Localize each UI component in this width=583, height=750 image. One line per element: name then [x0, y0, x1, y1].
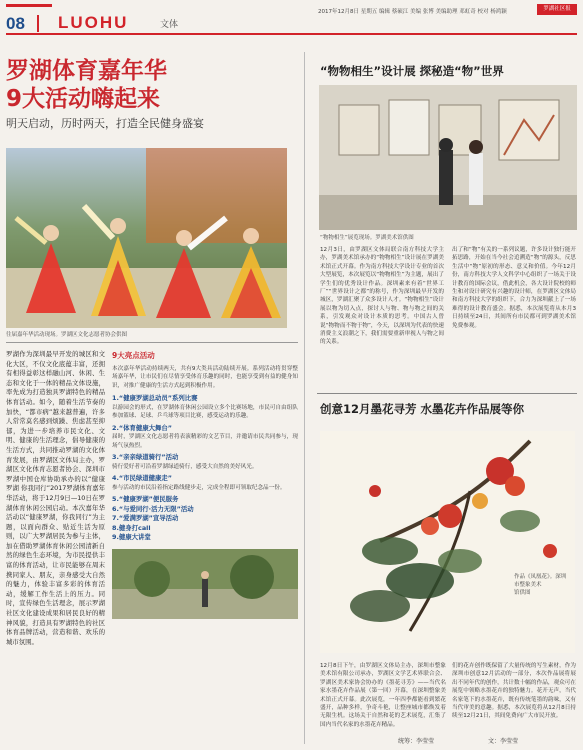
activity-list	[112, 394, 298, 543]
outdoor-photo-illustration	[112, 549, 298, 619]
activity-title: 2.“体育健康大舞台”	[112, 423, 173, 432]
header-rule	[6, 33, 577, 35]
painting-caption	[514, 573, 574, 597]
activity-item	[112, 424, 298, 450]
activity-title: 8.健身打call	[112, 523, 151, 532]
outdoor-photo	[112, 549, 298, 619]
ink-article-col1: 12月8日下午，由罗湖区文体局主办，深圳市整象美术馆有限公司承办，罗湖区文学艺术界联合会、罗湖区美术家协会协办的《墨花寻芳》——当代名家水墨花卉作品展（第一回）开幕，在深圳整象美术馆正式开幕。此次展览，一年四季都能看到繁花盛开，品种多样，争奇斗艳，让整座城市都焕发着无限生机。这场关于自然和花的艺术展览，汇集了国内当代名家的水墨花卉精品。	[320, 663, 446, 728]
footer-credit-1: 统筹：李莹莹	[398, 738, 435, 745]
main-headline	[6, 57, 167, 113]
ink-painting-photo	[320, 431, 575, 653]
right-separator	[317, 393, 577, 394]
activity-title: 3.“亲亲绿道骑行”活动	[112, 453, 179, 462]
dance-photo-caption: 往届嘉年华活动现场。罗湖区文化志愿者协会供图	[6, 332, 128, 338]
ink-article-col2: 们的花卉创作既保留了大量传统的写生素材，作为深圳市创意12月活动的一部分，本次作品展将展出不同年代的创作，共计数十幅的作品，观众可在展览中领略水墨花卉的独特魅力。花开无声，当代名家笔下的水墨花卉，既有传统笔墨的韵味，又有当代审美的意趣。据悉，本次展览将从12月8日持续至12月21日，其间免费向广大市民开放。	[452, 663, 576, 720]
ink-flower-title: 创意12月墨花寻芳 水墨花卉作品展等你	[320, 402, 525, 416]
design-article-col1: 12月3日，由罗湖区文体局联合南方科技大学主办，罗湖美术馆承办的“物物相生”设计展在罗湖美术馆正式开幕。作为南方科技大学设计专业的首次大型展览，本次展览以“物物相生”为主题，展出了学生们的优秀设计作品。深圳素来有着“世界工厂”“世界设计之都”的称号，作为深圳最早开发的城区，罗湖汇聚了众多设计人才。“物物相生”设计展以物为切入点，探讨人与物、物与物之间的关系，引发观众对设计本质的思考。中国古人曾说“物物而不物于物”，今天，以深圳为代表的快速消费主义浪潮之下，我们需要重新审视人与物之间的关系。	[320, 247, 444, 346]
header-accent-bar	[6, 4, 52, 7]
activity-item	[112, 453, 298, 471]
activity-title: 6.“与爱同行·活力无限”活动	[112, 504, 194, 513]
activity-desc: 骑行爱好者可沿着罗湖绿道骑行，感受大自然的美好风光。	[112, 463, 258, 470]
activity-title: 9.健康大讲堂	[112, 533, 151, 542]
page-number: 08	[6, 14, 25, 33]
exhibition-photo-caption: “物物相生”展览现场。罗湖美术馆供图	[320, 235, 414, 241]
activity-desc: 以游园会的形式，在罗湖体育休闲公园设立多个比赛场地，市民可自由组队参加篮球、足球、乒乓球等项目比赛，感受运动的乐趣。	[112, 404, 298, 420]
activity-desc: 参与活动的市民沿着指定路线健步走，完成全程即可领取纪念品一份。	[112, 484, 286, 491]
ink-painting-illustration	[320, 431, 575, 653]
activities-heading: 9大亮点活动	[112, 351, 155, 360]
headline-line-1: 罗湖体育嘉年华	[6, 58, 167, 84]
exhibition-photo-illustration	[319, 85, 577, 230]
design-article-col2: 出了和“物”有关的一系列议题，许多设计独行能开拓思路，开始在当今社会追溯造“物”的源头，反思生活中“物”原初的形态、意义和价值。今年12月份，南方科技大学人文科学中心组织了一场关于设计教育的国际会议，借此机会，各大设计院校的师生和对设计研究有兴趣的设计师，在罗湖区文体局和南方科技大学的组织下，合力为深圳献上了一场难得的设计教育盛会。据悉，本次展览将从本月3日持续至24日，其间所有市民都可到罗湖美术馆免费参观。	[452, 247, 576, 329]
painting-caption-line-3: 馆供图	[514, 590, 531, 596]
main-subheadline: 明天启动，历时两天，打造全民健身盛宴	[6, 117, 204, 130]
activities-intro: 本次嘉年华活动持续两天，共有9大类具活动陆续开展。系列活动将贯穿整场嘉年华，让市民们在尽情享受体育乐趣的同时，也能享受到有益的健身知识，对推广健康的生活方式起到积极作用。	[112, 366, 298, 389]
activity-desc: 届时，罗湖区文化志愿者将表演精彩的文艺节目，并邀请市民共同参与，现场气氛热烈。	[112, 434, 298, 449]
activity-title: 1.“健康罗湖总动员”系列比赛	[112, 394, 198, 403]
design-exhibition-title: “物物相生”设计展 探秘造“物”世界	[320, 64, 504, 78]
headline-line-2: 9大活动嗨起来	[6, 86, 161, 112]
dance-photo-illustration	[6, 148, 287, 328]
section-logo: LUOHU	[58, 13, 129, 32]
column-separator	[304, 52, 305, 744]
activity-item	[112, 474, 298, 492]
page-number-divider	[37, 15, 39, 32]
intro-column: 罗湖作为深圳最早开发的城区和文化大区，不仅文化底蕴丰富，还拥有相得益彰这样融山河、休闲、生态和文化于一体的精品文体设施，率先成为打造独具罗湖特色的精品体育活动。如今，随着生活节奏的加快，“都市病”越来越普遍，许多人常常莫名感到烦躁、焦虑甚至抑郁，为进一步培养市民文化、文明、健康的生活理念，倡导健康的生活方式，共同推动罗湖的文化体育发展，由罗湖区文体局主办，罗湖区文化体育志愿者协会、深圳市罗湖中国仓库协助承办的以“健康罗湖 你我同行”2017罗湖体育嘉年华活动，将于12月9日—10日在罗湖体育休闲公园启动。本次嘉年华活动以“健康罗湖，你我同行”为主题，以面向群众、贴近生活为原则，以广大罗湖居民为参与主体，加在借助罗湖体育休闲公园清新自然的绿色生态环境，为市民提供丰富的体育活动，让市民能够在周末携同家人、朋友，亲身感受大自然的魅力，体验丰富多彩的体育活动，缓解工作生活上的压力。同时，宣传绿色生活理念，展示罗湖社区文化建设成果和居民良好的精神风貌，打造具有罗湖特色的社区体育品牌活动，营造和谐、欢乐的城市氛围。	[6, 350, 105, 646]
dance-performance-photo	[6, 148, 287, 328]
painting-caption-line-2: 市整象美术	[514, 582, 542, 588]
exhibition-photo	[319, 85, 577, 230]
left-separator	[6, 342, 298, 343]
activity-title: 4.“市民绿道健康走”	[112, 474, 173, 483]
masthead-badge: 罗湖社区报	[537, 4, 577, 15]
activity-title: 7.“爱满罗湖”宣导活动	[112, 514, 179, 523]
painting-caption-line-1: 作品《凤凰花》。深圳	[514, 574, 567, 580]
activity-title: 5.“健康罗湖”便民服务	[112, 495, 179, 504]
activities-column	[112, 350, 298, 745]
header-info: 2017年12月8日 星期五 编辑 蔡硕江 美编 张博 美编助理 邓虹奇 校对 杨鸿颖	[318, 9, 507, 15]
section-name: 文体	[160, 20, 179, 30]
footer-credit-2: 文：李莹莹	[488, 738, 519, 745]
activity-item	[112, 394, 298, 420]
